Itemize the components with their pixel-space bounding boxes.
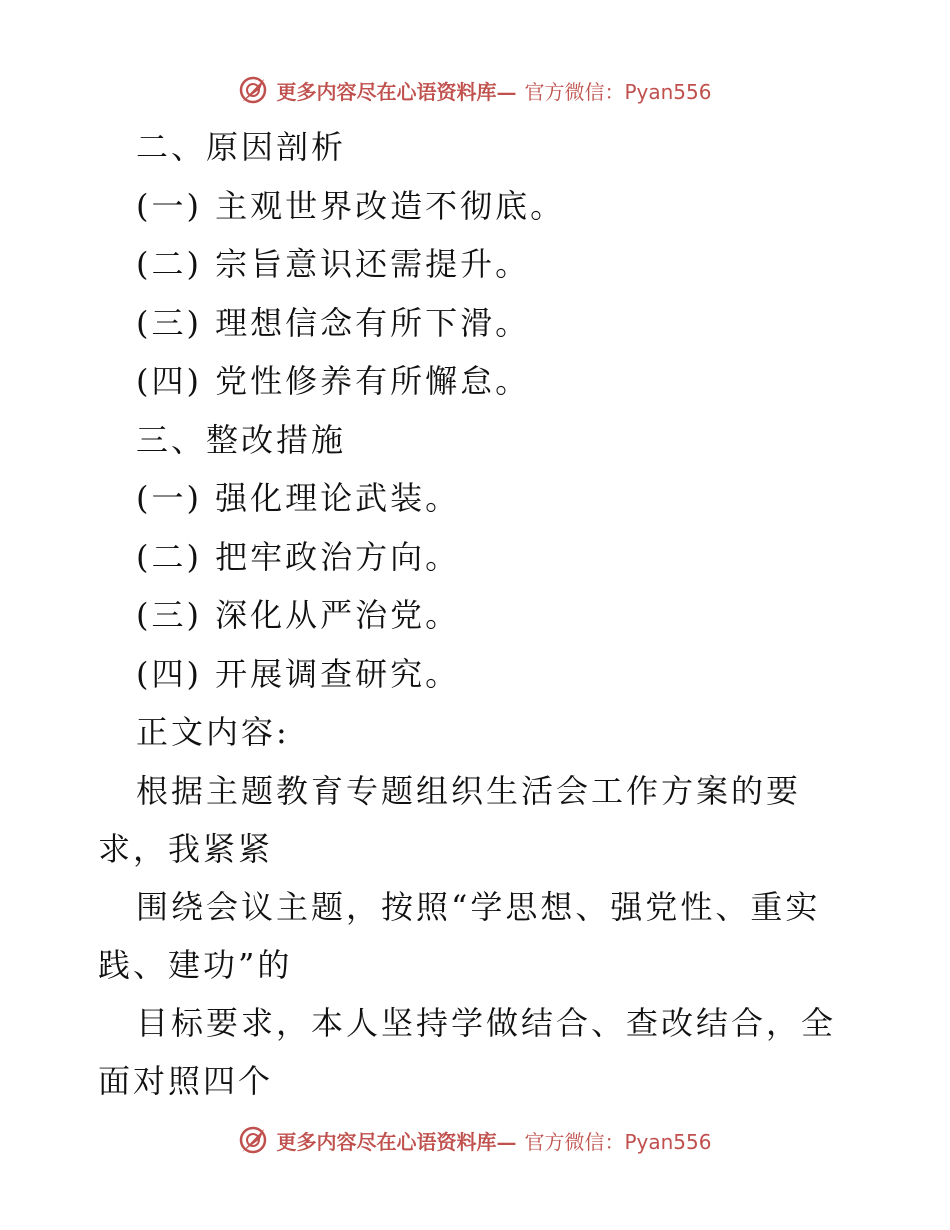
list-item: (四) 开展调查研究。	[136, 654, 461, 693]
watermark-banner-bottom	[0, 1120, 950, 1160]
document-body	[98, 118, 868, 1110]
watermark-contact: 官方微信：Pyan556	[524, 1129, 712, 1154]
body-paragraph: 围绕会议主题，按照“学思想、强党性、重实践、建功”的	[98, 887, 821, 984]
quill-logo-icon	[238, 75, 268, 105]
list-item: (三) 深化从严治党。	[136, 596, 461, 634]
list-item: (二) 把牢政治方向。	[136, 537, 461, 576]
watermark-contact: 官方微信：Pyan556	[524, 79, 712, 104]
list-item: (二) 宗旨意识还需提升。	[136, 245, 531, 283]
section-heading: 正文内容:	[136, 713, 290, 751]
list-item: (三) 理想信念有所下滑。	[136, 303, 531, 342]
quill-logo-icon	[238, 1125, 268, 1155]
list-item: (一) 主观世界改造不彻底。	[136, 186, 566, 225]
list-item: (四) 党性修养有所懈怠。	[136, 362, 531, 400]
body-paragraph: 根据主题教育专题组织生活会工作方案的要求，我紧紧	[98, 771, 802, 868]
watermark-text: 更多内容尽在心语资料库—	[276, 1129, 517, 1154]
section-heading: 二、原因剖析	[136, 128, 347, 166]
list-item: (一) 强化理论武装。	[136, 479, 461, 517]
watermark-banner-top	[0, 70, 950, 110]
watermark-text: 更多内容尽在心语资料库—	[276, 79, 517, 104]
section-heading: 三、整改措施	[136, 420, 347, 459]
body-paragraph: 目标要求，本人坚持学做结合、查改结合，全面对照四个	[98, 1003, 837, 1100]
